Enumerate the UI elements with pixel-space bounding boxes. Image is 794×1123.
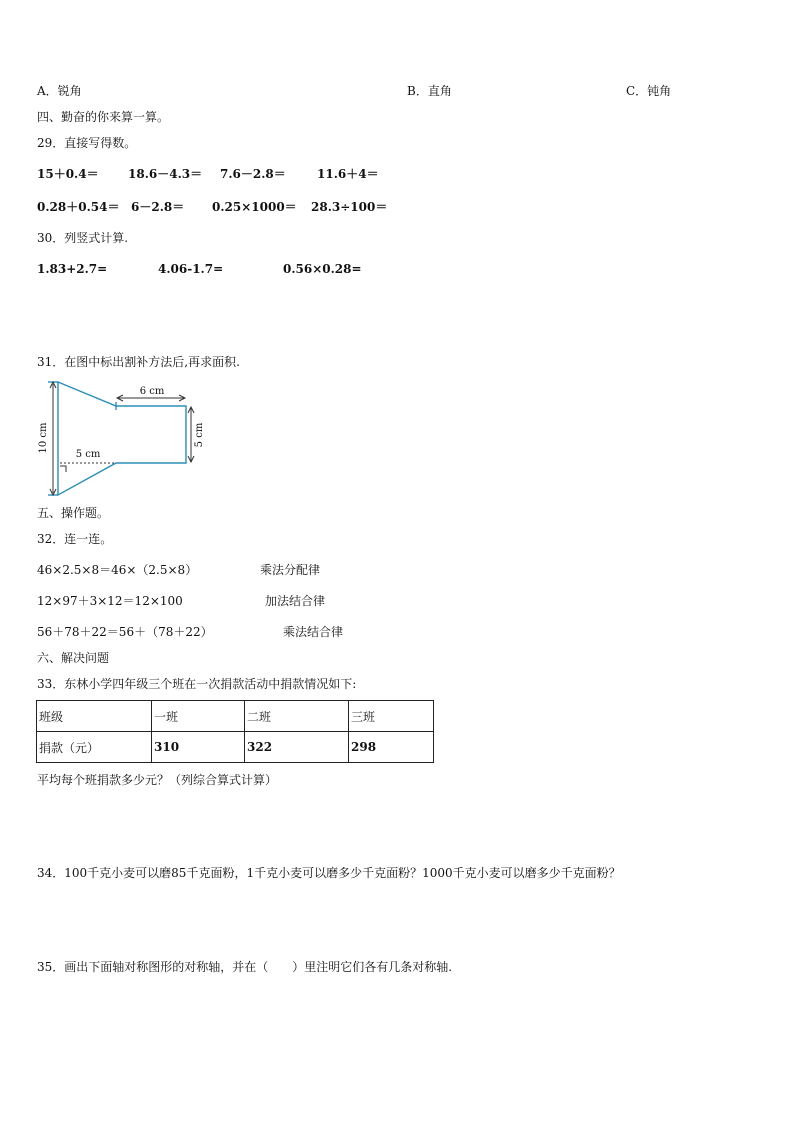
table-cell: 捐款（元） — [37, 732, 152, 763]
q32-expression: 46×2.5×8＝46×（2.5×8） — [37, 563, 198, 577]
choice-a: A．锐角 — [37, 84, 82, 98]
section-4-title: 四、勤奋的你来算一算。 — [37, 110, 170, 124]
q33-question: 平均每个班捐款多少元？（列综合算式计算） — [37, 773, 278, 787]
q29-item: 6－2.8＝ — [131, 200, 185, 214]
table-cell: 三班 — [349, 701, 434, 732]
q29-label: 29．直接写得数。 — [37, 136, 137, 150]
q32-law: 加法结合律 — [265, 594, 326, 608]
inner-length-label: 5 cm — [75, 449, 101, 460]
table-cell: 298 — [349, 732, 434, 763]
table-cell: 310 — [152, 732, 245, 763]
q29-item: 15＋0.4＝ — [37, 167, 99, 181]
q32-expression: 12×97＋3×12＝12×100 — [37, 594, 183, 608]
section-6-title: 六、解决问题 — [37, 651, 110, 665]
composite-shape-figure — [36, 378, 226, 500]
q29-item: 7.6－2.8＝ — [220, 167, 286, 181]
q29-item: 28.3÷100＝ — [311, 200, 388, 214]
donation-table — [36, 700, 434, 763]
q30-item: 1.83+2.7= — [37, 262, 108, 276]
choice-c: C．钝角 — [626, 84, 672, 98]
table-cell: 二班 — [245, 701, 349, 732]
table-cell: 一班 — [152, 701, 245, 732]
table-row — [37, 701, 434, 732]
q33-label: 33．东林小学四年级三个班在一次捐款活动中捐款情况如下: — [37, 677, 357, 691]
q29-item: 0.28＋0.54＝ — [37, 200, 120, 214]
q32-law: 乘法分配律 — [260, 563, 321, 577]
q31-label: 31．在图中标出割补方法后,再求面积. — [37, 355, 240, 369]
table-cell: 322 — [245, 732, 349, 763]
table-row — [37, 732, 434, 763]
q29-item: 0.25×1000＝ — [212, 200, 297, 214]
top-length-label: 6 cm — [139, 386, 165, 397]
q30-item: 4.06-1.7= — [158, 262, 224, 276]
right-height-label: 5 cm — [194, 422, 205, 448]
q29-item: 11.6＋4＝ — [317, 167, 379, 181]
q34-text: 34．100千克小麦可以磨85千克面粉，1千克小麦可以磨多少千克面粉？1000千克小麦可以磨多少千克面粉？ — [37, 866, 621, 880]
section-5-title: 五、操作题。 — [37, 506, 110, 520]
choice-b: B．直角 — [407, 84, 452, 98]
q32-expression: 56＋78＋22＝56＋（78＋22） — [37, 625, 213, 639]
q35-text: 35．画出下面轴对称图形的对称轴，并在（ ）里注明它们各有几条对称轴. — [37, 960, 453, 974]
q29-item: 18.6－4.3＝ — [128, 167, 203, 181]
q30-label: 30．列竖式计算. — [37, 231, 129, 245]
q30-item: 0.56×0.28= — [283, 262, 362, 276]
q32-law: 乘法结合律 — [283, 625, 344, 639]
table-cell: 班级 — [37, 701, 152, 732]
q32-label: 32．连一连。 — [37, 532, 113, 546]
left-height-label: 10 cm — [38, 422, 49, 454]
